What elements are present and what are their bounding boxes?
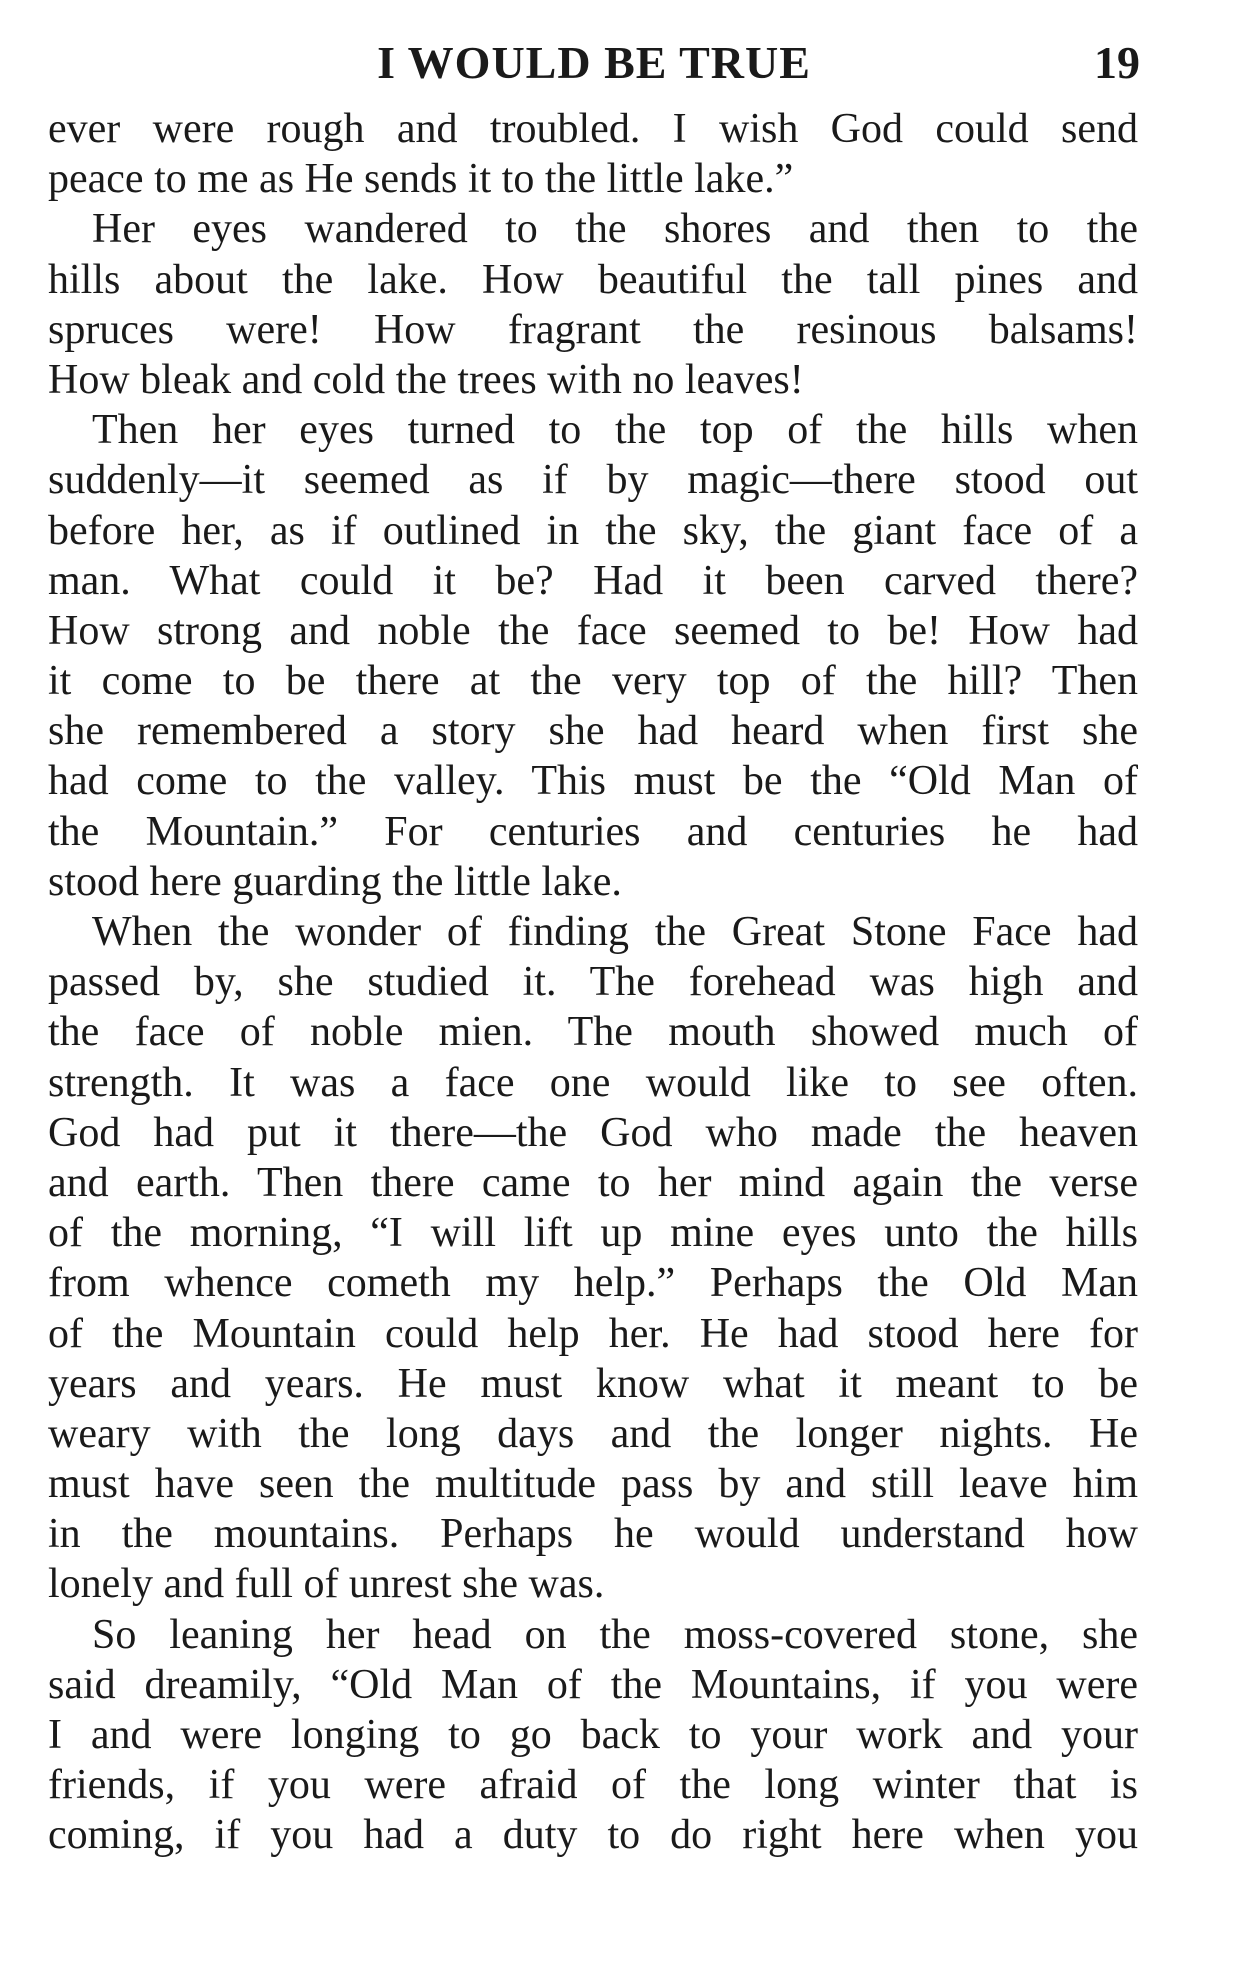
text-line: and earth. Then there came to her mind again the verse bbox=[48, 1159, 1138, 1206]
text-line: So leaning her head on the moss-covered stone, she bbox=[92, 1611, 1138, 1658]
text-line: God had put it there—the God who made the heaven bbox=[48, 1109, 1138, 1156]
text-line: Then her eyes turned to the top of the hills when bbox=[92, 407, 1138, 454]
text-line: Her eyes wandered to the shores and then to the bbox=[92, 206, 1138, 253]
text-line: had come to the valley. This must be the “Old Man of bbox=[48, 758, 1138, 805]
text-line: lonely and full of unrest she was. bbox=[48, 1561, 605, 1608]
text-line: How strong and noble the face seemed to be! How had bbox=[48, 607, 1138, 654]
text-line: in the mountains. Perhaps he would understand how bbox=[48, 1511, 1138, 1558]
text-line: passed by, she studied it. The forehead was high and bbox=[48, 959, 1138, 1006]
text-line: When the wonder of finding the Great Stone Face had bbox=[92, 909, 1138, 955]
text-line: years and years. He must know what it meant to be bbox=[48, 1360, 1138, 1407]
text-line: stood here guarding the little lake. bbox=[48, 858, 622, 905]
text-line: of the morning, “I will lift up mine eyes unto the hills bbox=[48, 1210, 1138, 1257]
text-line: weary with the long days and the longer nights. He bbox=[48, 1410, 1138, 1457]
text-line: strength. It was a face one would like to see often. bbox=[48, 1059, 1138, 1106]
text-line: ever were rough and troubled. I wish God could send bbox=[48, 106, 1138, 152]
text-line: must have seen the multitude pass by and still leave him bbox=[48, 1461, 1138, 1508]
text-line: she remembered a story she had heard when first she bbox=[48, 708, 1138, 755]
text-line: peace to me as He sends it to the little lake.” bbox=[48, 156, 794, 203]
page-number: 19 bbox=[1094, 37, 1140, 88]
text-line: the Mountain.” For centuries and centuries he had bbox=[48, 808, 1138, 855]
text-line: the face of noble mien. The mouth showed much of bbox=[48, 1009, 1138, 1056]
text-line: before her, as if outlined in the sky, the giant face of a bbox=[48, 507, 1138, 554]
text-line: spruces were! How fragrant the resinous balsams! bbox=[48, 306, 1138, 353]
text-line: said dreamily, “Old Man of the Mountains, if you were bbox=[48, 1661, 1138, 1708]
text-line: I and were longing to go back to your work and your bbox=[48, 1712, 1138, 1758]
text-line: from whence cometh my help.” Perhaps the Old Man bbox=[48, 1260, 1138, 1307]
text-line: friends, if you were afraid of the long winter that is bbox=[48, 1762, 1138, 1809]
page-header bbox=[48, 30, 1140, 90]
body-text bbox=[48, 104, 1138, 1861]
text-line: coming, if you had a duty to do right here when you bbox=[48, 1812, 1138, 1859]
text-line: of the Mountain could help her. He had stood here for bbox=[48, 1310, 1138, 1357]
text-line: hills about the lake. How beautiful the tall pines and bbox=[48, 256, 1138, 303]
text-line: man. What could it be? Had it been carved there? bbox=[48, 557, 1138, 604]
running-title: I WOULD BE TRUE bbox=[377, 37, 811, 88]
text-line: How bleak and cold the trees with no leaves! bbox=[48, 356, 804, 403]
text-line: suddenly—it seemed as if by magic—there stood out bbox=[48, 457, 1138, 504]
text-line: it come to be there at the very top of the hill? Then bbox=[48, 658, 1138, 705]
